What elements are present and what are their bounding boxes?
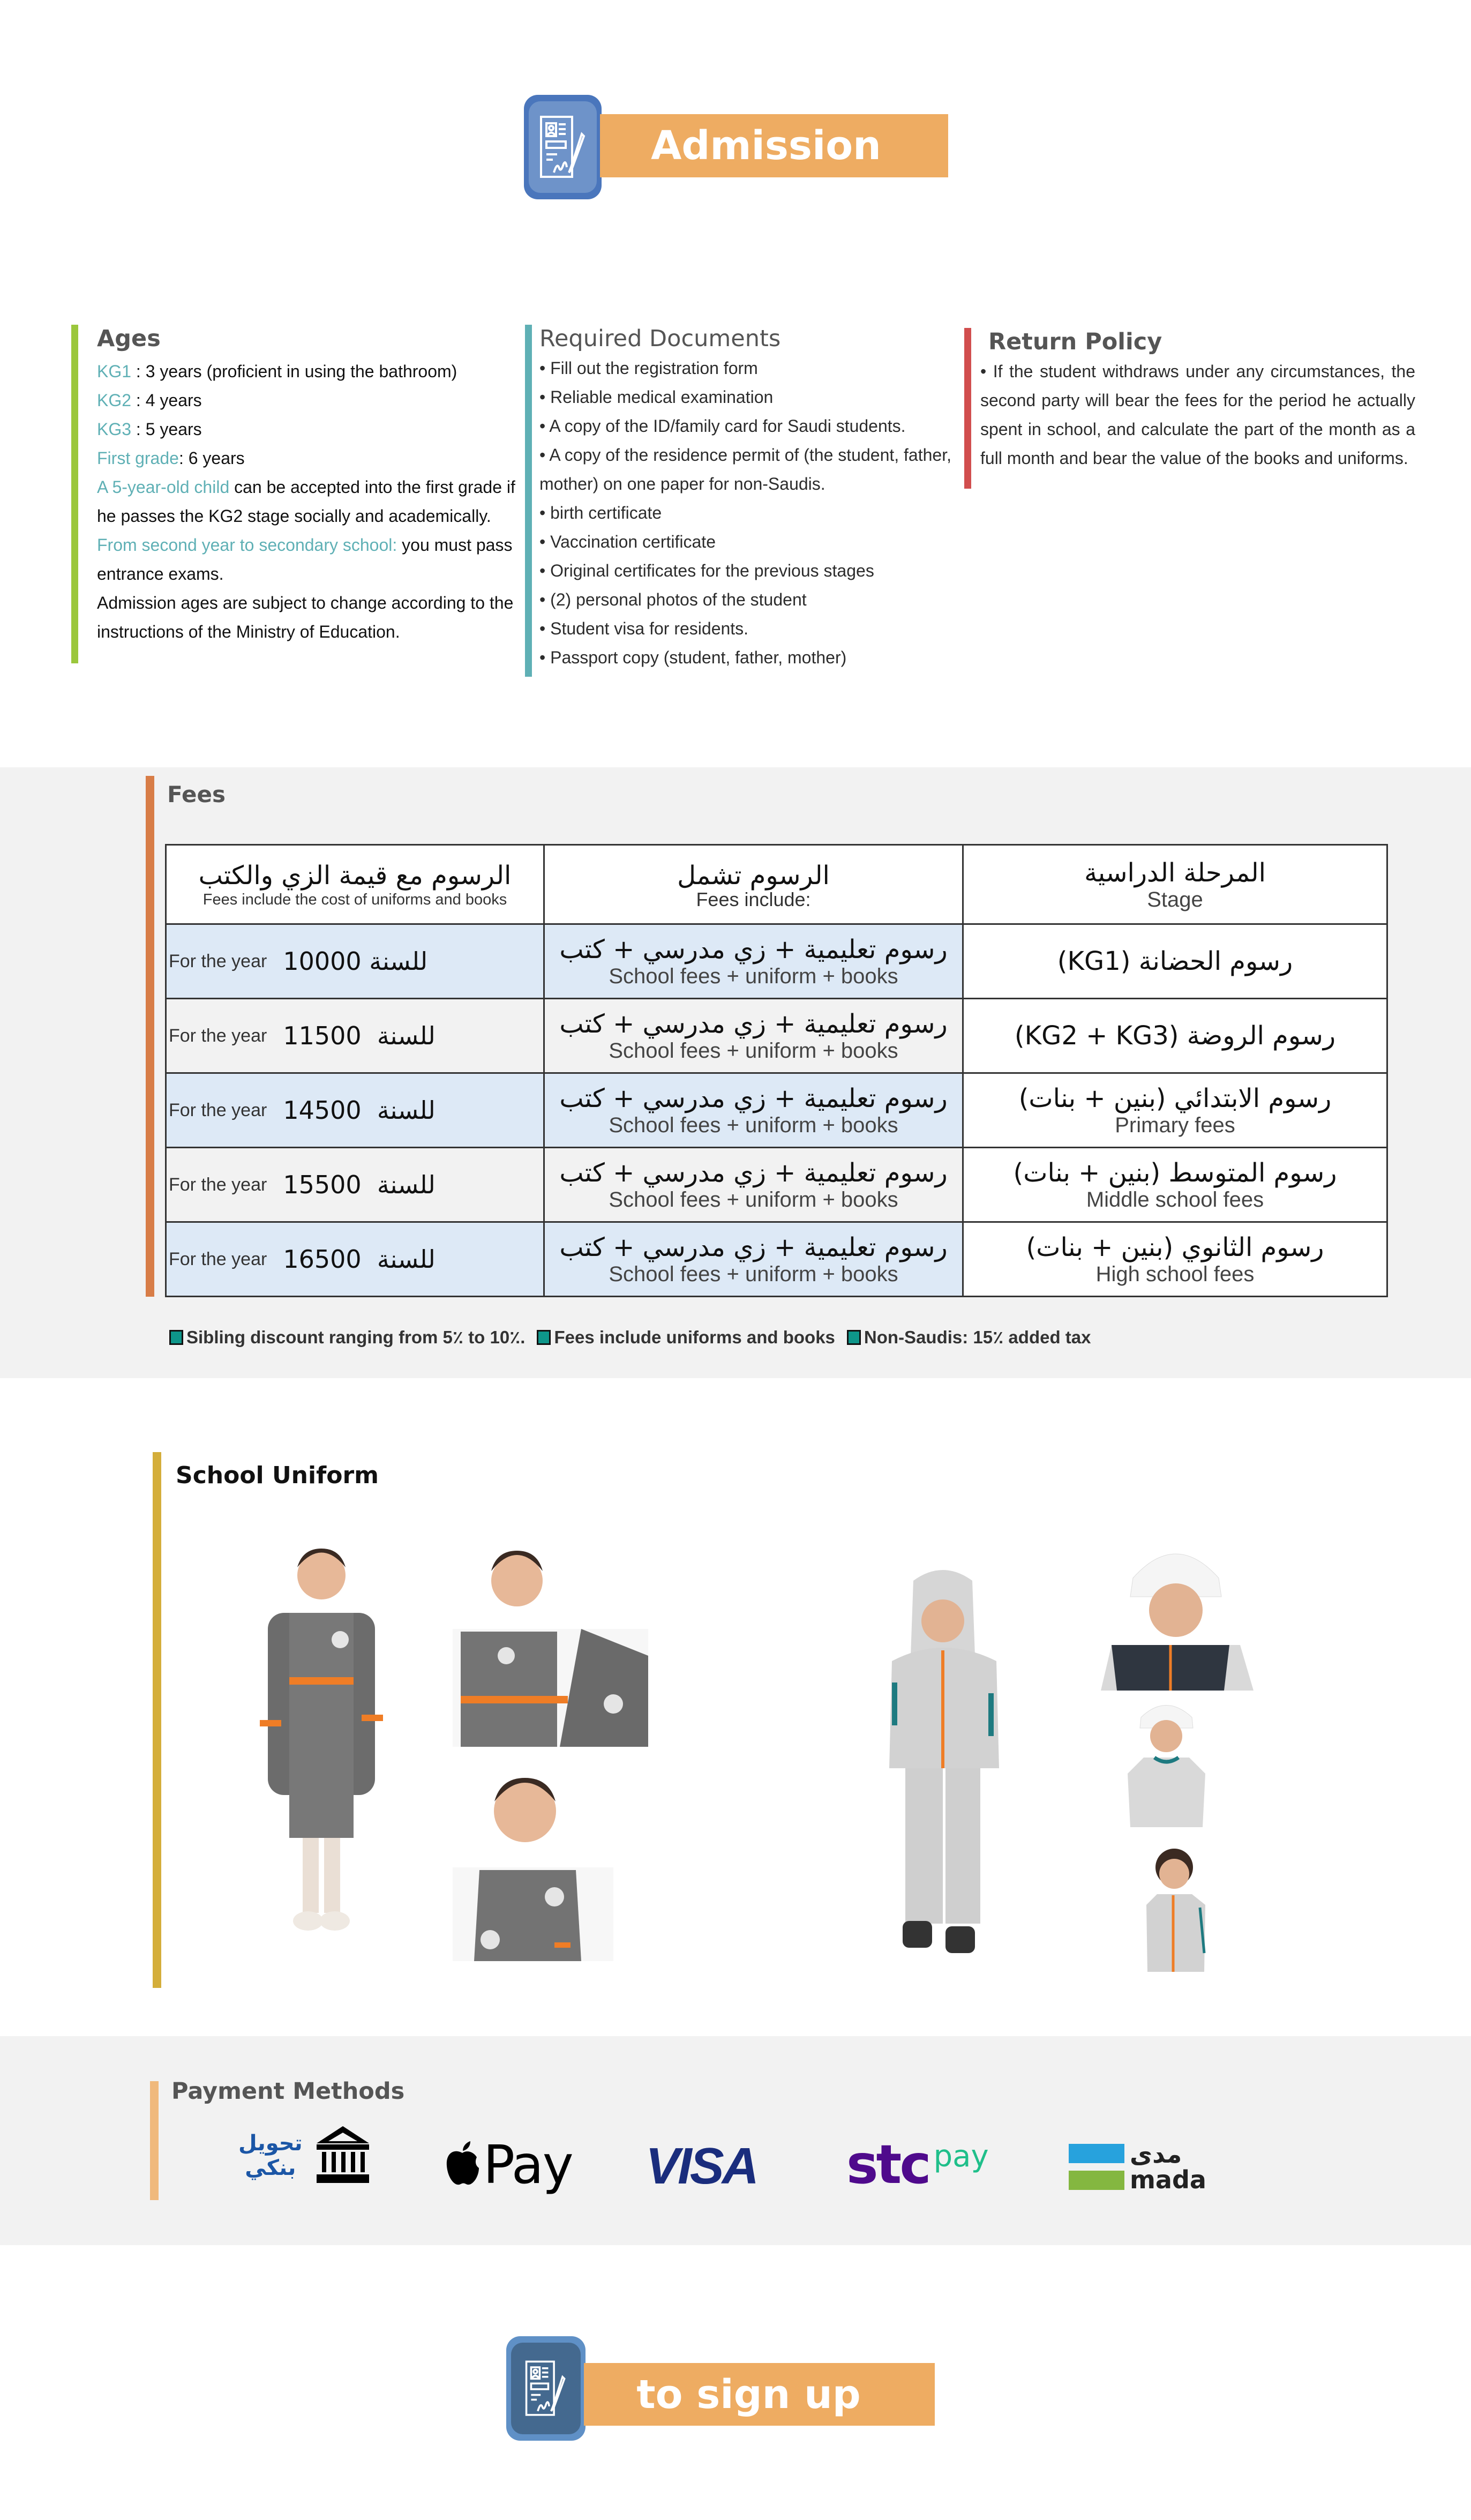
stage-cell: رسوم الروضة (KG2 + KG3) (963, 999, 1387, 1073)
return-policy-section (964, 328, 1420, 494)
stage-cell: رسوم الثانوي (بنين + بنات) High school fees (963, 1222, 1387, 1297)
payment-visa: VISA (646, 2137, 757, 2195)
includes-cell: رسوم تعليمية + زي مدرسي + كتب School fees + uniform + books (544, 1073, 963, 1148)
price-cell: For the year للسنة 15500 (166, 1148, 544, 1222)
boy-tracksuit-full-body-photo (881, 1570, 1004, 1961)
policy-title: Return Policy (988, 328, 1162, 355)
ages-item: KG2 : 4 years (97, 391, 202, 410)
price-cell: For the year للسنة 16500 (166, 1222, 544, 1297)
apple-icon (445, 2141, 480, 2190)
mada-logo-icon (1069, 2144, 1124, 2190)
includes-cell: رسوم تعليمية + زي مدرسي + كتب School fees + uniform + books (544, 999, 963, 1073)
uniform-title: School Uniform (176, 1462, 379, 1489)
document-item: • Original certificates for the previous stages (539, 561, 874, 580)
document-item: • Reliable medical examination (539, 387, 774, 407)
admission-title: Admission (600, 114, 948, 177)
uniform-accent-bar (153, 1452, 161, 1988)
girl-uniform-full-body-photo (252, 1538, 391, 1940)
ages-item: First grade: 6 years (97, 448, 245, 468)
admission-banner (524, 95, 952, 199)
document-item: • A copy of the residence permit of (the student, father, mother) on one paper for non-Saudis. (539, 445, 951, 493)
fees-table (165, 844, 1388, 1297)
policy-accent-bar (964, 328, 971, 489)
ages-item: Admission ages are subject to change according to the instructions of the Ministry of Education. (97, 593, 514, 641)
signup-label[interactable]: to sign up (584, 2363, 935, 2426)
bullet-square-icon (847, 1330, 861, 1345)
document-item: • Student visa for residents. (539, 619, 749, 638)
fees-note: Sibling discount ranging from 5٪ to 10٪. (169, 1327, 525, 1348)
header-stage: المرحلة الدراسية Stage (963, 845, 1387, 924)
documents-list (539, 354, 957, 672)
table-row (166, 924, 1387, 999)
includes-cell: رسوم تعليمية + زي مدرسي + كتب School fees + uniform + books (544, 924, 963, 999)
stage-cell: رسوم الابتدائي (بنين + بنات) Primary fees (963, 1073, 1387, 1148)
girl-uniform-pinafore-closeup-photo (453, 1758, 613, 1961)
ages-item: A 5-year-old child can be accepted into the first grade if he passes the KG2 stage socially and academically. (97, 477, 515, 526)
bank-icon (313, 2125, 372, 2187)
ages-item: From second year to secondary school: you must pass entrance exams. (97, 535, 513, 584)
stage-cell: رسوم المتوسط (بنين + بنات) Middle school fees (963, 1148, 1387, 1222)
payment-accent-bar (150, 2081, 159, 2200)
includes-cell: رسوم تعليمية + زي مدرسي + كتب School fees + uniform + books (544, 1148, 963, 1222)
table-row (166, 1222, 1387, 1297)
price-cell: For the year للسنة 11500 (166, 999, 544, 1073)
stage-cell: رسوم الحضانة (KG1) (963, 924, 1387, 999)
table-row (166, 1148, 1387, 1222)
girl-uniform-holding-blazer-photo (453, 1538, 648, 1747)
document-item: • Vaccination certificate (539, 532, 716, 551)
header-price: الرسوم مع قيمة الزي والكتب Fees include the cost of uniforms and books (166, 845, 544, 924)
payment-mada: مدى mada (1069, 2141, 1206, 2193)
boy-cap-vest-photo (1090, 1538, 1262, 1691)
fees-table-header-row (166, 845, 1387, 924)
price-cell: For the year للسنة 14500 (166, 1073, 544, 1148)
document-item: • Fill out the registration form (539, 358, 758, 378)
payment-bank-transfer: تحويل بنكي (238, 2126, 378, 2185)
documents-title: Required Documents (539, 325, 781, 352)
document-item: • Passport copy (student, father, mother) (539, 648, 847, 667)
fees-accent-bar (146, 776, 154, 1297)
fees-notes (169, 1327, 1091, 1348)
document-item: • A copy of the ID/family card for Saudi students. (539, 416, 906, 436)
ages-item: KG3 : 5 years (97, 420, 202, 439)
price-cell: For the year للسنة 10000 (166, 924, 544, 999)
signup-button[interactable] (506, 2336, 951, 2441)
ages-item: KG1 : 3 years (proficient in using the bathroom) (97, 362, 457, 381)
fees-note: Non-Saudis: 15٪ added tax (847, 1327, 1091, 1348)
boy-cap-tshirt-photo (1122, 1696, 1211, 1827)
includes-cell: رسوم تعليمية + زي مدرسي + كتب School fees + uniform + books (544, 1222, 963, 1297)
table-row (166, 999, 1387, 1073)
documents-accent-bar (525, 325, 532, 677)
fees-title: Fees (167, 781, 226, 807)
bullet-square-icon (537, 1330, 551, 1345)
payment-stc-pay: stc pay (846, 2133, 989, 2196)
registration-form-icon (524, 95, 602, 199)
bullet-square-icon (169, 1330, 183, 1345)
fees-note: Fees include uniforms and books (537, 1327, 835, 1348)
payment-apple-pay: Pay (445, 2136, 573, 2195)
ages-title: Ages (97, 325, 161, 352)
ages-section (71, 325, 516, 665)
policy-text: • If the student withdraws under any circumstances, the second party will bear the fees for the period he actually spent in school, and calculate the part of the month as a full month and bear the value of the books and uniforms. (980, 362, 1415, 468)
registration-form-icon (506, 2336, 586, 2441)
document-item: • birth certificate (539, 503, 662, 522)
payment-title: Payment Methods (171, 2078, 405, 2105)
table-row (166, 1073, 1387, 1148)
required-documents-section (525, 325, 954, 678)
document-item: • (2) personal photos of the student (539, 590, 807, 609)
boy-hoodie-photo (1141, 1835, 1211, 1972)
header-includes: الرسوم تشمل Fees include: (544, 845, 963, 924)
ages-accent-bar (71, 325, 78, 663)
